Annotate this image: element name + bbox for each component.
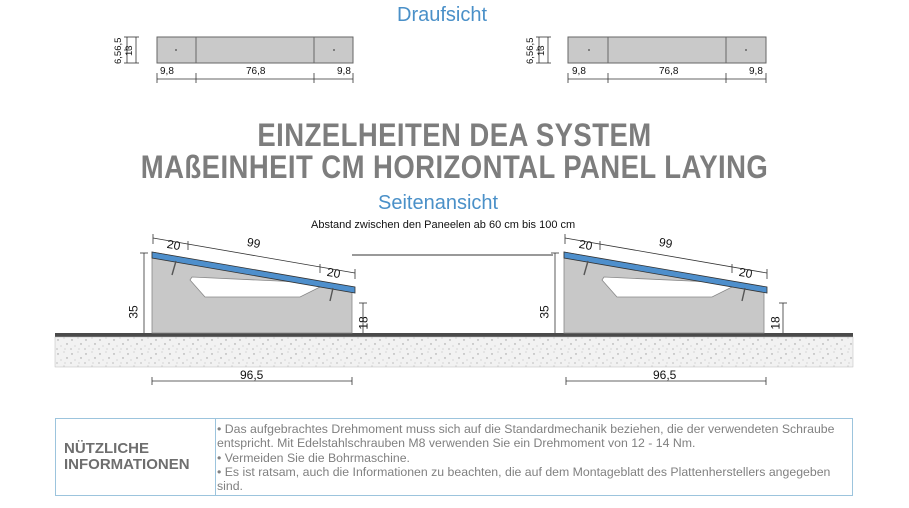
front-height-left: 35 <box>126 305 141 319</box>
info-text <box>217 422 846 493</box>
top-view-width-left-a: 9,8 <box>160 66 174 77</box>
edge-top-left: 20 <box>165 236 182 254</box>
info-label-line-1: NÜTZLICHE <box>64 440 149 457</box>
ground-line <box>55 333 853 337</box>
info-item-text-1: Das aufgebrachtes Drehmoment muss sich auf die Standardmechanik beziehen, die der verwendeten Schraube entspricht. Mit Edelstahlschrauben M8 verwenden Sie ein Drehmoment von 12 - 14 Nm. <box>217 422 835 451</box>
top-view-width-right-b: 9,8 <box>749 66 763 77</box>
edge-bottom-left: 20 <box>325 264 342 282</box>
info-item-text-3: Es ist ratsam, auch die Informationen zu beachten, die auf dem Montageblatt des Plattenherstellers angegeben sind. <box>217 464 831 494</box>
side-view-title: Seitenansicht <box>378 192 499 214</box>
top-view-height-label-3: 13 <box>124 45 135 56</box>
heading-line-1: EINZELHEITEN DEA SYSTEM <box>257 117 652 153</box>
info-item-text-2: Vermeiden Sie die Bohrmaschine. <box>224 450 410 465</box>
top-view-width-right-a: 9,8 <box>337 66 351 77</box>
top-view-width-mid-b: 76,8 <box>659 66 679 77</box>
top-view-height-label-1b: 6,5 <box>525 50 536 64</box>
top-view-left-block <box>124 37 353 83</box>
info-label-line-2: INFORMATIONEN <box>64 456 190 473</box>
front-height-right: 35 <box>537 305 552 319</box>
panel-length-left: 99 <box>245 234 262 252</box>
back-height-right: 18 <box>768 316 783 330</box>
top-view-title: Draufsicht <box>397 4 488 26</box>
top-view-height-label-1: 6,5 <box>113 50 124 64</box>
top-view-width-mid-a: 76,8 <box>246 66 266 77</box>
info-label <box>56 419 216 495</box>
info-box <box>55 418 853 496</box>
edge-bottom-right: 20 <box>737 264 754 282</box>
top-view-width-left-b: 9,8 <box>572 66 586 77</box>
top-view-right-block <box>536 37 766 83</box>
spacing-note: Abstand zwischen den Paneelen ab 60 cm bis 100 cm <box>311 219 576 231</box>
base-length-left: 96,5 <box>240 368 264 382</box>
info-item: • Das aufgebrachtes Drehmoment muss sich auf die Standardmechanik beziehen, die der verwendeten Schraube entspricht. Mit Edelstahlschrauben M8 verwenden Sie ein Drehmoment von 12 - 14 Nm. <box>217 422 835 451</box>
top-view-height-label-3b: 13 <box>536 45 547 56</box>
heading-line-2: MAßEINHEIT CM HORIZONTAL PANEL LAYING <box>140 149 769 185</box>
edge-top-right: 20 <box>577 236 594 254</box>
info-item: • Vermeiden Sie die Bohrmaschine. <box>217 450 410 465</box>
info-item: • Es ist ratsam, auch die Informationen zu beachten, die auf dem Montageblatt des Plattenherstellers angegeben sind. <box>217 464 831 494</box>
back-height-left: 18 <box>356 316 371 330</box>
top-view-height-label-2: 6,5 <box>113 37 124 51</box>
panel-length-right: 99 <box>657 234 674 252</box>
ground-gravel <box>55 337 853 367</box>
top-view-height-label-2b: 6,5 <box>525 37 536 51</box>
base-length-right: 96,5 <box>653 368 677 382</box>
